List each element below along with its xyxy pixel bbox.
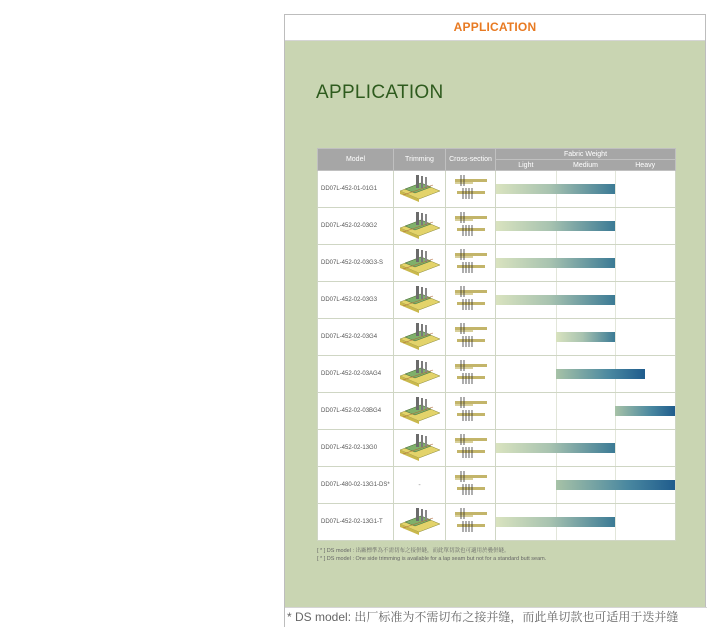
- col-cross-section: Cross-section: [446, 149, 496, 171]
- cross-section-icon: [451, 469, 491, 499]
- trimming-cell: [394, 504, 446, 541]
- cross-section-cell: [446, 467, 496, 504]
- fabric-weight-cell: [496, 282, 676, 319]
- cross-section-icon: [451, 284, 491, 314]
- trimming-diagram-icon: [397, 321, 443, 351]
- weight-scale-header: [496, 160, 676, 171]
- fabric-weight-bar: [496, 295, 615, 305]
- model-name: DD07L-452-02-13G1-T: [318, 504, 394, 541]
- cross-section-cell: [446, 430, 496, 467]
- cross-section-icon: [451, 395, 491, 425]
- fabric-weight-cell: [496, 171, 676, 208]
- weight-divider: [615, 504, 616, 540]
- fabric-weight-cell: [496, 430, 676, 467]
- trimming-cell: [394, 356, 446, 393]
- cross-section-icon: [451, 247, 491, 277]
- table-row: [318, 393, 676, 430]
- trimming-diagram-icon: [397, 506, 443, 536]
- fabric-weight-cell: [496, 467, 676, 504]
- footnote-english: [ * ] DS model : One side trimming is available for a lap seam but not for a standard butt seam.: [317, 556, 547, 562]
- weight-divider: [615, 171, 616, 207]
- fabric-weight-cell: [496, 393, 676, 430]
- cross-section-icon: [451, 432, 491, 462]
- trimming-cell: [394, 430, 446, 467]
- cross-section-icon: [451, 173, 491, 203]
- table-row: [318, 356, 676, 393]
- bottom-note: * DS model: 出厂标准为不需切布之接并缝，而此单切款也可适用于迭并缝: [285, 607, 707, 627]
- model-name: DD07L-452-02-03G3-S: [318, 245, 394, 282]
- fabric-weight-cell: [496, 319, 676, 356]
- trimming-cell: [394, 393, 446, 430]
- col-trimming: Trimming: [394, 149, 446, 171]
- model-name: DD07L-452-02-03AG4: [318, 356, 394, 393]
- trimming-none: -: [418, 481, 421, 489]
- fabric-weight-bar: [556, 332, 616, 342]
- table-row: [318, 208, 676, 245]
- application-panel: [284, 14, 706, 627]
- fabric-weight-cell: [496, 504, 676, 541]
- cross-section-cell: [446, 504, 496, 541]
- cross-section-icon: [451, 358, 491, 388]
- cross-section-icon: [451, 321, 491, 351]
- cross-section-cell: [446, 208, 496, 245]
- trimming-diagram-icon: [397, 173, 443, 203]
- trimming-diagram-icon: [397, 358, 443, 388]
- cross-section-icon: [451, 506, 491, 536]
- fabric-weight-bar: [556, 480, 675, 490]
- trimming-cell: [394, 208, 446, 245]
- col-model: Model: [318, 149, 394, 171]
- trimming-cell: [394, 319, 446, 356]
- table-row: [318, 245, 676, 282]
- table-row: [318, 171, 676, 208]
- weight-divider: [556, 393, 557, 429]
- content-area: [285, 41, 705, 607]
- model-name: DD07L-452-02-03G3: [318, 282, 394, 319]
- fabric-weight-bar: [496, 184, 615, 194]
- cross-section-cell: [446, 171, 496, 208]
- trimming-diagram-icon: [397, 210, 443, 240]
- cross-section-cell: [446, 245, 496, 282]
- fabric-weight-bar: [496, 443, 615, 453]
- weight-light: Light: [518, 161, 534, 169]
- cross-section-cell: [446, 319, 496, 356]
- trimming-cell: [394, 282, 446, 319]
- fabric-weight-bar: [496, 258, 615, 268]
- model-name: DD07L-452-01-01G1: [318, 171, 394, 208]
- weight-divider: [615, 245, 616, 281]
- table-row: [318, 430, 676, 467]
- trimming-diagram-icon: [397, 395, 443, 425]
- table-row: [318, 467, 676, 504]
- application-table: [317, 148, 676, 541]
- weight-medium: Medium: [573, 161, 598, 169]
- table-row: [318, 282, 676, 319]
- trimming-cell: [394, 467, 446, 504]
- fabric-weight-cell: [496, 208, 676, 245]
- fabric-weight-bar: [615, 406, 675, 416]
- model-name: DD07L-452-02-13G0: [318, 430, 394, 467]
- fabric-weight-bar: [496, 221, 615, 231]
- weight-divider: [615, 430, 616, 466]
- trimming-diagram-icon: [397, 432, 443, 462]
- col-fabric-weight: Fabric Weight: [496, 149, 676, 160]
- cross-section-cell: [446, 356, 496, 393]
- fabric-weight-cell: [496, 356, 676, 393]
- trimming-cell: [394, 245, 446, 282]
- fabric-weight-cell: [496, 245, 676, 282]
- table-row: [318, 319, 676, 356]
- weight-divider: [615, 319, 616, 355]
- model-name: DD07L-480-02-13G1-DS*: [318, 467, 394, 504]
- model-name: DD07L-452-02-03BG4: [318, 393, 394, 430]
- fabric-weight-bar: [556, 369, 646, 379]
- trimming-diagram-icon: [397, 284, 443, 314]
- model-name: DD07L-452-02-03G4: [318, 319, 394, 356]
- header-title: APPLICATION: [285, 15, 705, 41]
- cross-section-cell: [446, 393, 496, 430]
- table-row: [318, 504, 676, 541]
- trimming-diagram-icon: [397, 247, 443, 277]
- cross-section-icon: [451, 210, 491, 240]
- fabric-weight-bar: [496, 517, 615, 527]
- weight-divider: [615, 282, 616, 318]
- cross-section-cell: [446, 282, 496, 319]
- footnote-chinese: [ * ] DS model : 出廠標準為不需切布之接併縫，而此單切款也可適用於疊併縫。: [317, 548, 510, 554]
- page-title: APPLICATION: [316, 82, 444, 103]
- trimming-cell: [394, 171, 446, 208]
- model-name: DD07L-452-02-03G2: [318, 208, 394, 245]
- weight-divider: [615, 208, 616, 244]
- weight-heavy: Heavy: [635, 161, 656, 169]
